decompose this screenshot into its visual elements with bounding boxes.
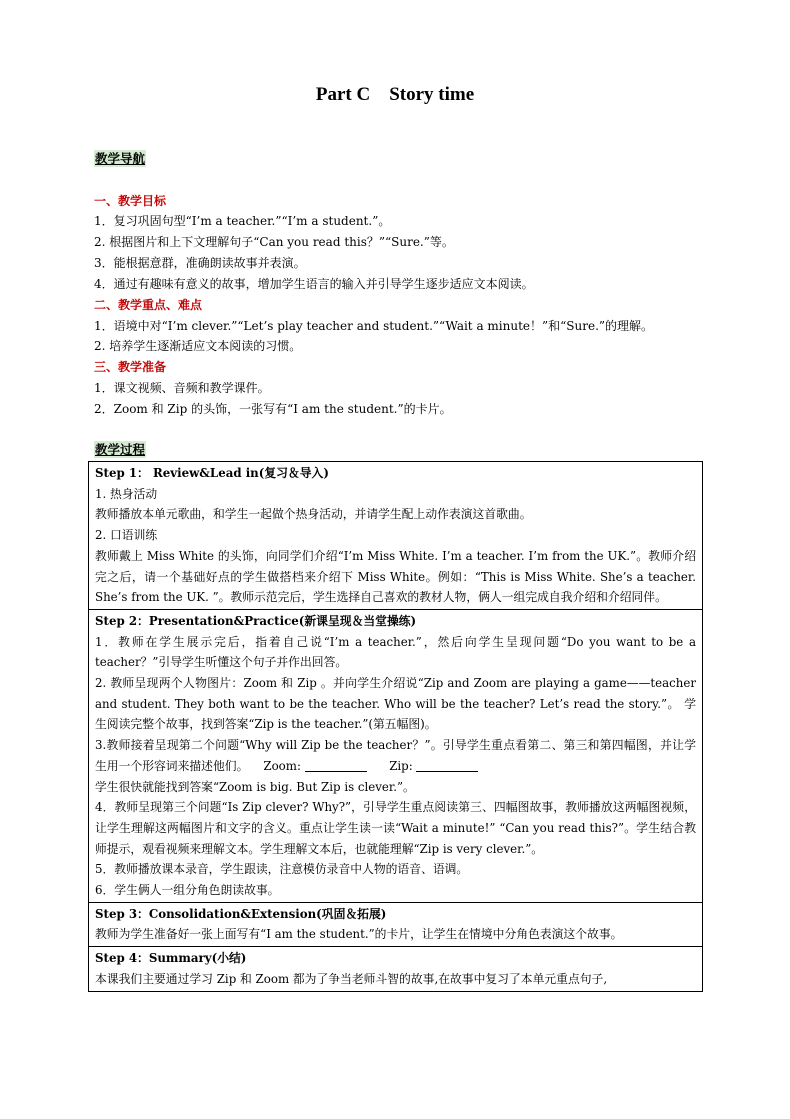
key-point-item: 1．语境中对“I’m clever.”“Let’s play teacher and student.”“Wait a minute！”和“Sure.”的理解。 xyxy=(94,319,654,333)
step-paragraph-text: 3.教师接着呈现第二个问题“Why will Zip be the teacher？”。引导学生重点看第二、第三和第四幅图，并让学生用一个形容词来描述他们。 xyxy=(95,738,696,773)
step-paragraph: 6．学生俩人一组分角色朗读故事。 xyxy=(95,883,280,898)
step-paragraph: 1. 热身活动 xyxy=(95,486,158,501)
step-heading: Step 2：Presentation&Practice(新课呈现＆当堂操练) xyxy=(95,613,417,628)
goal-item: 4．通过有趣味有意义的故事，增加学生语言的输入并引导学生逐步适应文本阅读。 xyxy=(94,277,534,291)
step-row xyxy=(89,902,703,946)
goal-item: 2. 根据图片和上下文理解句子“Can you read this？”“Sure.”等。 xyxy=(94,235,454,249)
page-title: Part C Story time xyxy=(315,84,475,105)
step-cell xyxy=(89,902,703,946)
step-row xyxy=(89,609,703,902)
step-row xyxy=(89,462,703,610)
zoom-label: Zoom: xyxy=(263,758,301,773)
zip-label: Zip: xyxy=(389,758,413,773)
teaching-process-label: 教学过程 xyxy=(95,442,146,457)
key-points-heading: 二、教学重点、难点 xyxy=(94,298,203,312)
step-heading: Step 4：Summary(小结) xyxy=(95,951,247,966)
preparation-item: 1．课文视频、音频和教学课件。 xyxy=(94,381,270,395)
step-row xyxy=(89,947,703,991)
step-paragraph: 本课我们主要通过学习 Zip 和 Zoom 都为了争当老师斗智的故事,在故事中复习了本单元重点句子, xyxy=(95,971,608,986)
step-paragraph: 2. 教师呈现两个人物图片：Zoom 和 Zip 。并向学生介绍说“Zip and Zoom are playing a game——teacher and student. They both want to be the teacher. Who will be the teacher? Let’s read the story.”。 学生阅读完整个故事，找到答案“Zip is the teacher.”(第五幅图)。 xyxy=(95,676,696,732)
teaching-process-table xyxy=(88,461,703,992)
step-heading: Step 3：Consolidation&Extension(巩固＆拓展) xyxy=(95,906,387,921)
goals-heading: 一、教学目标 xyxy=(94,194,167,208)
step-paragraph: 1．教师在学生展示完后，指着自己说“I’m a teacher.”，然后向学生呈现问题“Do you want to be a teacher？”引导学生听懂这个句子并作出回答。 xyxy=(95,634,696,670)
key-point-item: 2. 培养学生逐渐适应文本阅读的习惯。 xyxy=(94,339,302,353)
step-paragraph: 教师为学生准备好一张上面写有“I am the student.”的卡片，让学生在情境中分角色表演这个故事。 xyxy=(95,927,623,942)
step-paragraph xyxy=(95,735,696,776)
step-paragraph: 教师播放本单元歌曲，和学生一起做个热身活动，并请学生配上动作表演这首歌曲。 xyxy=(95,507,532,522)
teaching-navigation-label: 教学导航 xyxy=(95,151,146,166)
step-paragraph: 学生很快就能找到答案“Zoom is big. But Zip is clever.”。 xyxy=(95,779,415,794)
step-paragraph: 教师戴上 Miss White 的头饰，向同学们介绍“I’m Miss White. I’m a teacher. I’m from the UK.”。教师介绍完之后，请一个基础好点的学生做搭档来介绍下 Miss White。例如：“This is Miss White. She’s a teacher. She’s from the UK. ”。教师示范完后，学生选择自己喜欢的教材人物，俩人一组完成自我介绍和介绍同伴。 xyxy=(95,548,696,605)
step-paragraph: 5．教师播放课本录音，学生跟读，注意模仿录音中人物的语音、语调。 xyxy=(95,862,469,877)
zip-blank xyxy=(416,759,478,772)
step-paragraph: 2. 口语训练 xyxy=(95,528,158,543)
goal-item: 3．能根据意群，准确朗读故事并表演。 xyxy=(94,256,306,270)
preparation-heading: 三、教学准备 xyxy=(94,360,167,374)
step-heading: Step 1： Review&Lead in(复习＆导入) xyxy=(95,466,329,480)
step-cell xyxy=(89,609,703,902)
step-cell xyxy=(89,462,703,610)
step-cell xyxy=(89,947,703,991)
goal-item: 1．复习巩固句型“I’m a teacher.”“I’m a student.”。 xyxy=(94,214,391,228)
zoom-blank xyxy=(305,759,367,772)
preparation-item: 2．Zoom 和 Zip 的头饰，一张写有“I am the student.”的卡片。 xyxy=(94,402,452,416)
step-paragraph: 4．教师呈现第三个问题“Is Zip clever? Why?”，引导学生重点阅读第三、四幅图故事，教师播放这两幅图视频，让学生理解这两幅图片和文字的含义。重点让学生读一读“Wait a minute!” “Can you read this?”。学生结合教师提示，观看视频来理解文本。学生理解文本后，也就能理解“Zip is very clever.”。 xyxy=(95,800,696,856)
